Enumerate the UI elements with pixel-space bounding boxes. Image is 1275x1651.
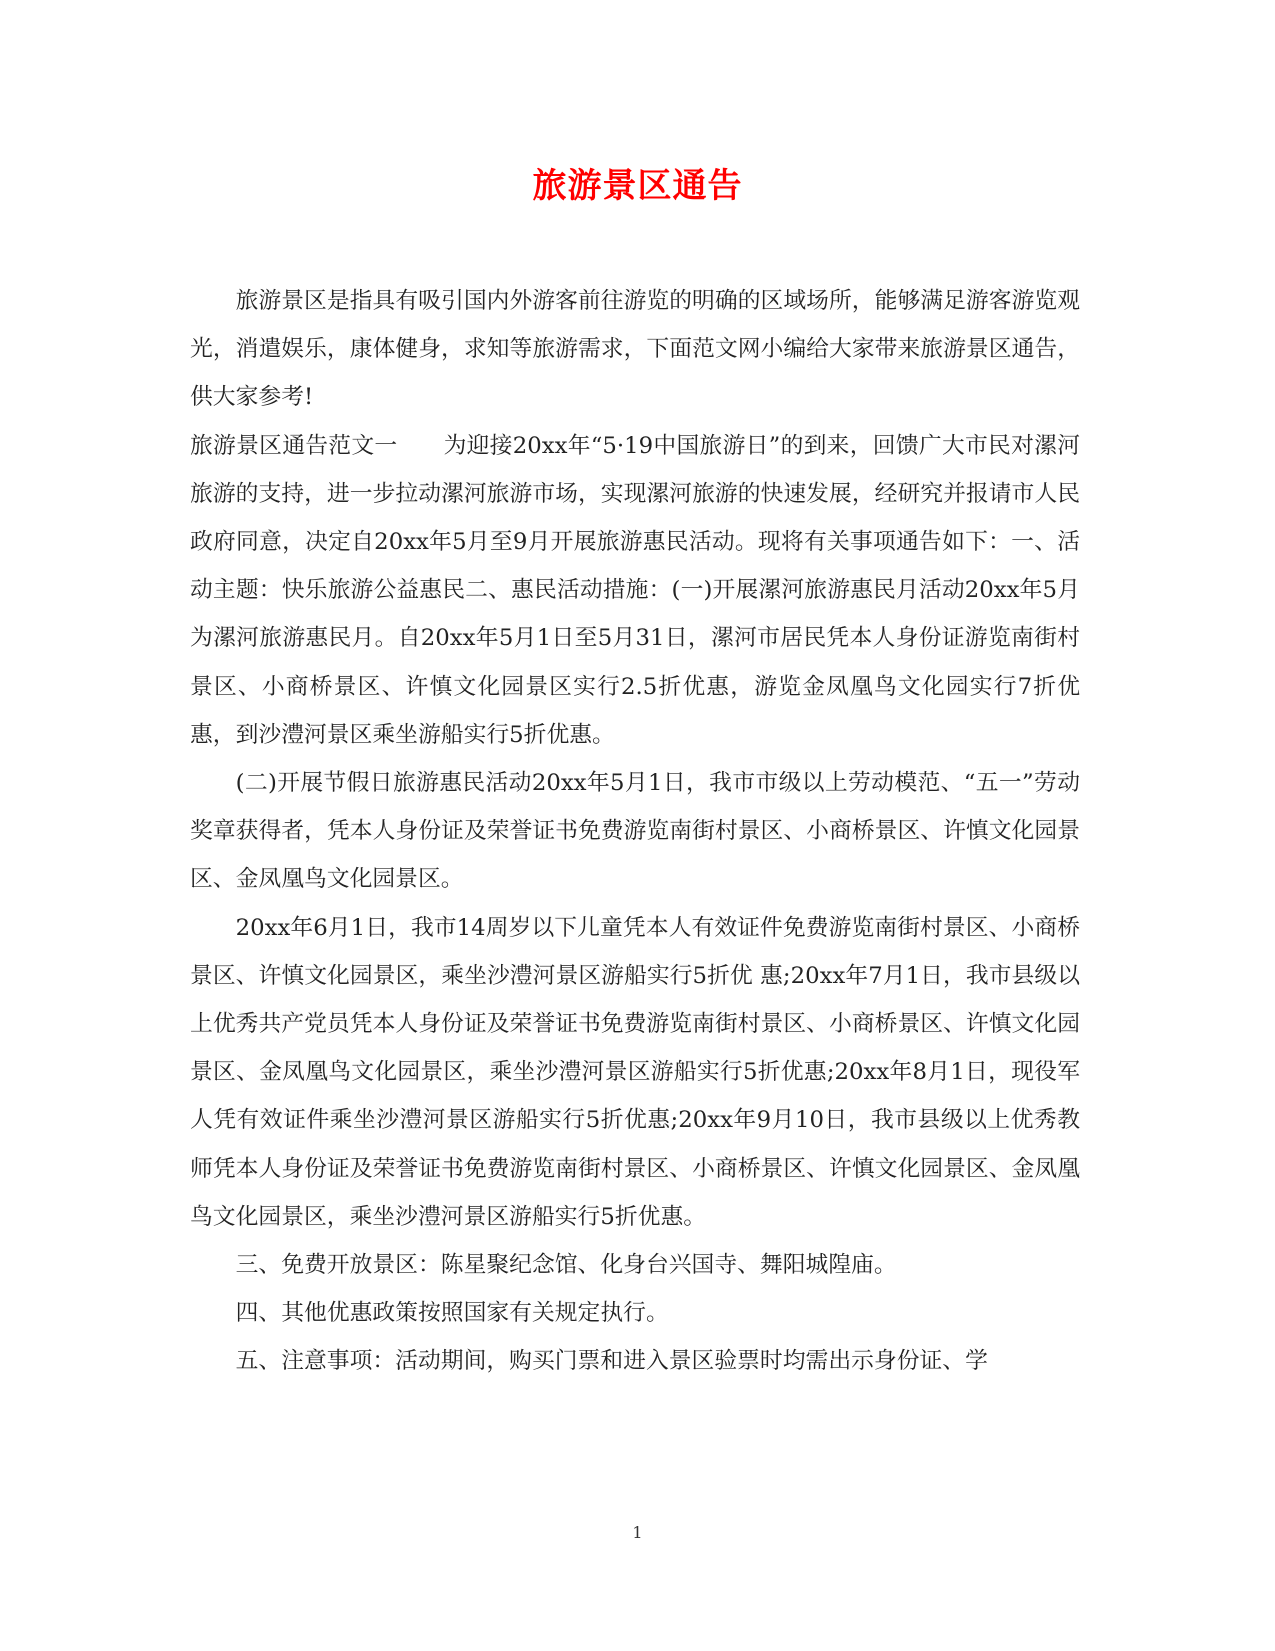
document-body (190, 277, 1080, 1386)
intro-paragraph: 旅游景区是指具有吸引国内外游客前往游览的明确的区域场所，能够满足游客游览观光，消遣娱乐，康体健身，求知等旅游需求，下面范文网小编给大家带来旅游景区通告，供大家参考! (190, 288, 1080, 411)
special-dates-paragraph: 20xx年6月1日，我市14周岁以下儿童凭本人有效证件免费游览南街村景区、小商桥景区、许慎文化园景区，乘坐沙澧河景区游船实行5折优 惠;20xx年7月1日，我市县级以上优秀共产党员凭本人身份证及荣誉证书免费游览南街村景区、小商桥景区、许慎文化园景区、金凤凰鸟文化园景区，乘坐沙澧河景区游船实行5折优惠;20xx年8月1日，现役军人凭有效证件乘坐沙澧河景区游船实行5折优惠;20xx年9月10日，我市县级以上优秀教师凭本人身份证及荣誉证书免费游览南街村景区、小商桥景区、许慎文化园景区、金凤凰鸟文化园景区，乘坐沙澧河景区游船实行5折优惠。 (190, 914, 1080, 1230)
page-number: 1 (632, 1523, 643, 1542)
document-title: 旅游景区通告 (532, 166, 743, 206)
free-scenic-spots-paragraph: 三、免费开放景区：陈星聚纪念馆、化身台兴国寺、舞阳城隍庙。 (235, 1252, 897, 1279)
notes-paragraph: 五、注意事项：活动期间，购买门票和进入景区验票时均需出示身份证、学 (235, 1348, 988, 1375)
holiday-activity-paragraph: (二)开展节假日旅游惠民活动20xx年5月1日，我市市级以上劳动模范、“五一”劳动奖章获得者，凭本人身份证及荣誉证书免费游览南街村景区、小商桥景区、许慎文化园景区、金凤凰鸟文化园景区。 (190, 770, 1080, 893)
notice-sample-one-paragraph: 旅游景区通告范文一 为迎接20xx年“5·19中国旅游日”的到来，回馈广大市民对漯河旅游的支持，进一步拉动漯河旅游市场，实现漯河旅游的快速发展，经研究并报请市人民政府同意，决定自20xx年5月至9月开展旅游惠民活动。现将有关事项通告如下：一、活动主题：快乐旅游公益惠民二、惠民活动措施：(一)开展漯河旅游惠民月活动20xx年5月为漯河旅游惠民月。自20xx年5月1日至5月31日，漯河市居民凭本人身份证游览南街村景区、小商桥景区、许慎文化园景区实行2.5折优惠，游览金凤凰鸟文化园实行7折优惠，到沙澧河景区乘坐游船实行5折优惠。 (190, 432, 1080, 748)
other-policies-paragraph: 四、其他优惠政策按照国家有关规定执行。 (235, 1300, 669, 1327)
